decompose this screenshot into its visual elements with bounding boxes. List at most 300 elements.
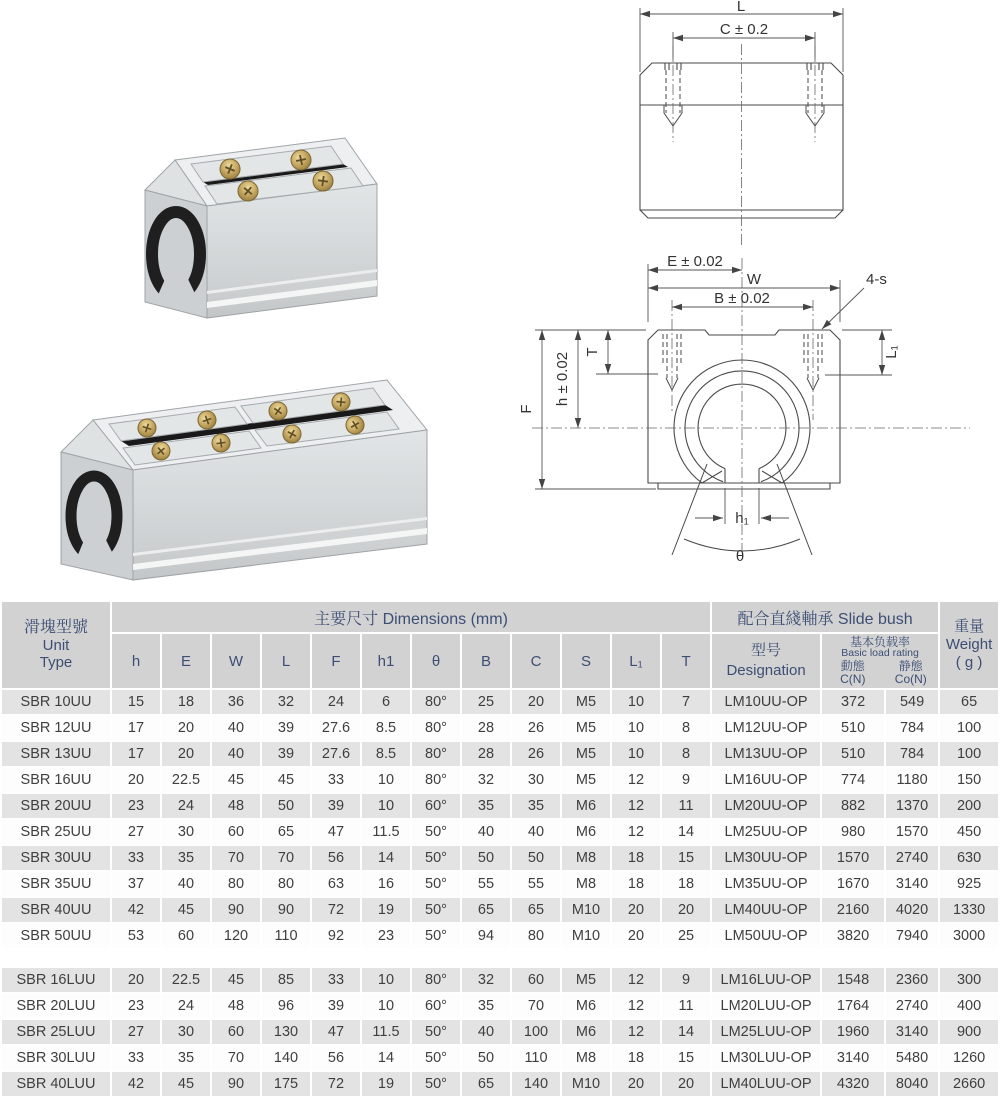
value-cell: M5 xyxy=(562,690,610,714)
unit-type-cell: SBR 30UU xyxy=(2,846,110,870)
value-cell: 10 xyxy=(362,994,410,1018)
value-cell: 6 xyxy=(362,690,410,714)
value-cell: 47 xyxy=(312,1020,360,1044)
value-cell: M6 xyxy=(562,1020,610,1044)
value-cell: 25 xyxy=(462,690,510,714)
spec-table xyxy=(0,600,1000,1098)
value-cell: 22.5 xyxy=(162,768,210,792)
value-cell: M6 xyxy=(562,794,610,818)
value-cell: 26 xyxy=(512,742,560,766)
value-cell: 20 xyxy=(612,898,660,922)
value-cell: 630 xyxy=(940,846,998,870)
product-photo-long-block xyxy=(35,318,465,588)
dim-label-L: L xyxy=(736,0,746,15)
value-cell: LM35UU-OP xyxy=(712,872,820,896)
dim-label-C: C ± 0.2 xyxy=(719,21,769,38)
value-cell: 100 xyxy=(512,1020,560,1044)
value-cell: 8.5 xyxy=(362,716,410,740)
value-cell: 3140 xyxy=(822,1046,884,1070)
unit-type-cell: SBR 20LUU xyxy=(2,994,110,1018)
value-cell: 39 xyxy=(312,794,360,818)
value-cell: 17 xyxy=(112,742,160,766)
value-cell: 96 xyxy=(262,994,310,1018)
value-cell: 10 xyxy=(612,742,660,766)
unit-type-cell: SBR 30LUU xyxy=(2,1046,110,1070)
value-cell: M8 xyxy=(562,1046,610,1070)
value-cell: 50° xyxy=(412,898,460,922)
value-cell: 24 xyxy=(162,994,210,1018)
unit-type-cell: SBR 13UU xyxy=(2,742,110,766)
value-cell: 50 xyxy=(462,846,510,870)
value-cell: 14 xyxy=(662,820,710,844)
value-cell: 60 xyxy=(212,1020,260,1044)
dim-label-4s: 4-s xyxy=(866,271,887,288)
value-cell: 63 xyxy=(312,872,360,896)
dim-label-theta: θ xyxy=(735,548,745,565)
value-cell: 27 xyxy=(112,1020,160,1044)
value-cell: 45 xyxy=(212,768,260,792)
value-cell: 90 xyxy=(262,898,310,922)
value-cell: 40 xyxy=(512,820,560,844)
dim-col-header-F: F xyxy=(312,634,360,688)
value-cell: 1960 xyxy=(822,1020,884,1044)
value-cell: 12 xyxy=(612,794,660,818)
value-cell: 12 xyxy=(612,994,660,1018)
value-cell: 8.5 xyxy=(362,742,410,766)
value-cell: 40 xyxy=(462,1020,510,1044)
value-cell: M5 xyxy=(562,968,610,992)
table-row xyxy=(2,716,998,740)
value-cell: M8 xyxy=(562,846,610,870)
value-cell: 26 xyxy=(512,716,560,740)
dimensions-group-header: 主要尺寸 Dimensions (mm) xyxy=(112,602,710,632)
value-cell: 28 xyxy=(462,716,510,740)
value-cell: M10 xyxy=(562,1072,610,1096)
dim-col-header-L: L xyxy=(262,634,310,688)
value-cell: 372 xyxy=(822,690,884,714)
technical-drawing-side-view xyxy=(570,0,870,250)
value-cell: 20 xyxy=(162,742,210,766)
value-cell: 28 xyxy=(462,742,510,766)
value-cell: 980 xyxy=(822,820,884,844)
value-cell: 400 xyxy=(940,994,998,1018)
value-cell: 42 xyxy=(112,898,160,922)
value-cell: 2160 xyxy=(822,898,884,922)
value-cell: 72 xyxy=(312,898,360,922)
value-cell: 33 xyxy=(112,846,160,870)
value-cell: 130 xyxy=(262,1020,310,1044)
value-cell: 42 xyxy=(112,1072,160,1096)
value-cell: 80° xyxy=(412,968,460,992)
value-cell: 45 xyxy=(162,1072,210,1096)
value-cell: 2360 xyxy=(886,968,938,992)
value-cell: 10 xyxy=(362,968,410,992)
value-cell: 65 xyxy=(462,1072,510,1096)
table-row xyxy=(2,846,998,870)
dim-col-header-h: h xyxy=(112,634,160,688)
unit-type-cell: SBR 20UU xyxy=(2,794,110,818)
value-cell: 60 xyxy=(212,820,260,844)
table-row xyxy=(2,820,998,844)
value-cell: 20 xyxy=(612,1072,660,1096)
value-cell: 72 xyxy=(312,1072,360,1096)
value-cell: 35 xyxy=(162,846,210,870)
value-cell: M10 xyxy=(562,898,610,922)
table-row xyxy=(2,924,998,948)
value-cell: 20 xyxy=(512,690,560,714)
value-cell: 50 xyxy=(512,846,560,870)
value-cell: 70 xyxy=(512,994,560,1018)
load-rating-en: Basic load rating xyxy=(841,647,919,660)
static-load-header: 静態 Co(N) xyxy=(894,659,927,687)
product-photo-short-block xyxy=(105,62,405,332)
value-cell: 45 xyxy=(262,768,310,792)
value-cell: 140 xyxy=(262,1046,310,1070)
unit-type-cell: SBR 16UU xyxy=(2,768,110,792)
value-cell: M5 xyxy=(562,716,610,740)
value-cell: LM50UU-OP xyxy=(712,924,820,948)
value-cell: 50° xyxy=(412,924,460,948)
centerlines xyxy=(673,44,815,248)
unit-type-en2: Type xyxy=(39,654,73,672)
weight-header xyxy=(940,602,998,688)
dim-col-header-h1: h1 xyxy=(362,634,410,688)
value-cell: 50° xyxy=(412,1046,460,1070)
value-cell: 200 xyxy=(940,794,998,818)
value-cell: 18 xyxy=(612,1046,660,1070)
value-cell: 20 xyxy=(112,968,160,992)
value-cell: 30 xyxy=(162,1020,210,1044)
value-cell: 150 xyxy=(940,768,998,792)
value-cell: 35 xyxy=(512,794,560,818)
value-cell: 50 xyxy=(462,1046,510,1070)
value-cell: 882 xyxy=(822,794,884,818)
value-cell: 14 xyxy=(662,1020,710,1044)
value-cell: 784 xyxy=(886,716,938,740)
unit-type-cell: SBR 12UU xyxy=(2,716,110,740)
value-cell: 25 xyxy=(662,924,710,948)
section-gap xyxy=(2,950,998,966)
value-cell: 1260 xyxy=(940,1046,998,1070)
value-cell: 11 xyxy=(662,794,710,818)
value-cell: 56 xyxy=(312,1046,360,1070)
value-cell: 4320 xyxy=(822,1072,884,1096)
value-cell: 18 xyxy=(612,872,660,896)
value-cell: 30 xyxy=(162,820,210,844)
value-cell: 70 xyxy=(212,846,260,870)
dim-col-header-E: E xyxy=(162,634,210,688)
value-cell: 39 xyxy=(262,716,310,740)
value-cell: 19 xyxy=(362,1072,410,1096)
value-cell: 8 xyxy=(662,716,710,740)
value-cell: 20 xyxy=(112,768,160,792)
value-cell: 24 xyxy=(312,690,360,714)
value-cell: LM40LUU-OP xyxy=(712,1072,820,1096)
value-cell: 175 xyxy=(262,1072,310,1096)
table-row xyxy=(2,898,998,922)
value-cell: 20 xyxy=(612,924,660,948)
value-cell: 19 xyxy=(362,898,410,922)
dim-col-header-L₁: L₁ xyxy=(612,634,660,688)
value-cell: 5480 xyxy=(886,1046,938,1070)
designation-en: Designation xyxy=(726,662,806,679)
unit-type-en1: Unit xyxy=(42,636,70,654)
value-cell: 11 xyxy=(662,994,710,1018)
value-cell: 14 xyxy=(362,1046,410,1070)
spec-table-body xyxy=(2,690,998,1096)
section-gap-cell xyxy=(2,950,998,966)
value-cell: 85 xyxy=(262,968,310,992)
weight-zh: 重量 xyxy=(954,618,985,635)
value-cell: 65 xyxy=(512,898,560,922)
value-cell: 110 xyxy=(262,924,310,948)
value-cell: 40 xyxy=(162,872,210,896)
value-cell: 55 xyxy=(462,872,510,896)
value-cell: 24 xyxy=(162,794,210,818)
dim-label-W: W xyxy=(746,271,762,288)
value-cell: 11.5 xyxy=(362,820,410,844)
value-cell: 15 xyxy=(662,1046,710,1070)
dim-col-header-W: W xyxy=(212,634,260,688)
value-cell: 14 xyxy=(362,846,410,870)
value-cell: 784 xyxy=(886,742,938,766)
value-cell: 80° xyxy=(412,768,460,792)
value-cell: M5 xyxy=(562,742,610,766)
dim-col-header-S: S xyxy=(562,634,610,688)
dim-col-header-C: C xyxy=(512,634,560,688)
value-cell: 50° xyxy=(412,872,460,896)
unit-type-cell: SBR 50UU xyxy=(2,924,110,948)
value-cell: 15 xyxy=(662,846,710,870)
value-cell: 10 xyxy=(612,690,660,714)
value-cell: LM25UU-OP xyxy=(712,820,820,844)
value-cell: 65 xyxy=(262,820,310,844)
value-cell: 50° xyxy=(412,1072,460,1096)
value-cell: 20 xyxy=(662,1072,710,1096)
dim-label-F: F xyxy=(518,404,535,414)
unit-type-cell: SBR 25UU xyxy=(2,820,110,844)
value-cell: 300 xyxy=(940,968,998,992)
value-cell: LM40UU-OP xyxy=(712,898,820,922)
value-cell: 12 xyxy=(612,768,660,792)
value-cell: 12 xyxy=(612,1020,660,1044)
value-cell: 4020 xyxy=(886,898,938,922)
value-cell: 15 xyxy=(112,690,160,714)
value-cell: 110 xyxy=(512,1046,560,1070)
value-cell: 33 xyxy=(112,1046,160,1070)
value-cell: 80 xyxy=(262,872,310,896)
unit-type-cell: SBR 40LUU xyxy=(2,1072,110,1096)
table-row xyxy=(2,872,998,896)
value-cell: 80 xyxy=(212,872,260,896)
value-cell: 40 xyxy=(212,716,260,740)
screw-tips xyxy=(664,105,824,126)
table-row xyxy=(2,768,998,792)
value-cell: 33 xyxy=(312,768,360,792)
value-cell: 3140 xyxy=(886,1020,938,1044)
unit-type-cell: SBR 10UU xyxy=(2,690,110,714)
value-cell: 3000 xyxy=(940,924,998,948)
value-cell: 40 xyxy=(462,820,510,844)
value-cell: 1180 xyxy=(886,768,938,792)
value-cell: 23 xyxy=(112,994,160,1018)
value-cell: LM10UU-OP xyxy=(712,690,820,714)
value-cell: 60 xyxy=(162,924,210,948)
value-cell: 48 xyxy=(212,794,260,818)
value-cell: 32 xyxy=(462,968,510,992)
value-cell: 70 xyxy=(212,1046,260,1070)
value-cell: 20 xyxy=(662,898,710,922)
value-cell: 549 xyxy=(886,690,938,714)
value-cell: 45 xyxy=(162,898,210,922)
value-cell: 17 xyxy=(112,716,160,740)
value-cell: 140 xyxy=(512,1072,560,1096)
value-cell: 18 xyxy=(612,846,660,870)
value-cell: 60 xyxy=(512,968,560,992)
unit-type-cell: SBR 16LUU xyxy=(2,968,110,992)
value-cell: 80 xyxy=(512,924,560,948)
value-cell: 10 xyxy=(362,794,410,818)
dim-col-header-θ: θ xyxy=(412,634,460,688)
value-cell: 80° xyxy=(412,742,460,766)
value-cell: 90 xyxy=(212,1072,260,1096)
value-cell: 3820 xyxy=(822,924,884,948)
value-cell: 65 xyxy=(940,690,998,714)
value-cell: 1570 xyxy=(886,820,938,844)
value-cell: 22.5 xyxy=(162,968,210,992)
value-cell: 774 xyxy=(822,768,884,792)
unit-type-cell: SBR 40UU xyxy=(2,898,110,922)
load-rating-header xyxy=(822,634,938,688)
value-cell: 16 xyxy=(362,872,410,896)
value-cell: 18 xyxy=(662,872,710,896)
value-cell: LM16LUU-OP xyxy=(712,968,820,992)
value-cell: 120 xyxy=(212,924,260,948)
value-cell: 33 xyxy=(312,968,360,992)
screw-hole-hidden-lines xyxy=(666,70,822,113)
value-cell: M5 xyxy=(562,768,610,792)
designation-zh: 型号 xyxy=(751,641,782,659)
value-cell: 2740 xyxy=(886,846,938,870)
value-cell: 94 xyxy=(462,924,510,948)
dim-col-header-B: B xyxy=(462,634,510,688)
value-cell: 47 xyxy=(312,820,360,844)
group-header-row xyxy=(2,602,998,632)
value-cell: 53 xyxy=(112,924,160,948)
dim-label-B: B ± 0.02 xyxy=(714,290,770,307)
unit-type-header xyxy=(2,602,110,688)
value-cell: LM20LUU-OP xyxy=(712,994,820,1018)
value-cell: LM20UU-OP xyxy=(712,794,820,818)
value-cell: LM30UU-OP xyxy=(712,846,820,870)
value-cell: 70 xyxy=(262,846,310,870)
value-cell: 55 xyxy=(512,872,560,896)
value-cell: LM25LUU-OP xyxy=(712,1020,820,1044)
value-cell: 9 xyxy=(662,768,710,792)
value-cell: 8040 xyxy=(886,1072,938,1096)
value-cell: 1570 xyxy=(822,846,884,870)
value-cell: 27 xyxy=(112,820,160,844)
value-cell: 2660 xyxy=(940,1072,998,1096)
value-cell: 60° xyxy=(412,994,460,1018)
value-cell: 45 xyxy=(212,968,260,992)
value-cell: M10 xyxy=(562,924,610,948)
value-cell: 50° xyxy=(412,846,460,870)
table-row xyxy=(2,690,998,714)
value-cell: 36 xyxy=(212,690,260,714)
load-rating-zh: 基本负载率 xyxy=(850,634,911,649)
sub-header-row xyxy=(2,634,998,688)
value-cell: 510 xyxy=(822,742,884,766)
value-cell: 925 xyxy=(940,872,998,896)
value-cell: 50 xyxy=(262,794,310,818)
value-cell: 10 xyxy=(362,768,410,792)
technical-drawing-front-view xyxy=(490,252,1000,600)
value-cell: 39 xyxy=(262,742,310,766)
table-row xyxy=(2,794,998,818)
value-cell: 32 xyxy=(462,768,510,792)
value-cell: 35 xyxy=(462,794,510,818)
value-cell: 7 xyxy=(662,690,710,714)
value-cell: 23 xyxy=(362,924,410,948)
dynamic-load-header: 動態 C(N) xyxy=(840,659,866,687)
weight-en: Weight xyxy=(945,636,993,653)
dimension-lines xyxy=(640,8,843,72)
value-cell: 60° xyxy=(412,794,460,818)
value-cell: 90 xyxy=(212,898,260,922)
value-cell: 56 xyxy=(312,846,360,870)
value-cell: 27.6 xyxy=(312,742,360,766)
designation-header xyxy=(712,634,820,688)
value-cell: M6 xyxy=(562,820,610,844)
value-cell: 50° xyxy=(412,820,460,844)
value-cell: 510 xyxy=(822,716,884,740)
value-cell: 30 xyxy=(512,768,560,792)
dim-label-T: T xyxy=(584,347,601,357)
unit-type-zh: 滑塊型號 xyxy=(23,618,88,636)
value-cell: 8 xyxy=(662,742,710,766)
value-cell: 23 xyxy=(112,794,160,818)
value-cell: 12 xyxy=(612,820,660,844)
dim-label-h: h ± 0.02 xyxy=(554,351,571,407)
table-row xyxy=(2,994,998,1018)
table-row xyxy=(2,1020,998,1044)
unit-type-cell: SBR 35UU xyxy=(2,872,110,896)
value-cell: 39 xyxy=(312,994,360,1018)
value-cell: 7940 xyxy=(886,924,938,948)
value-cell: 9 xyxy=(662,968,710,992)
value-cell: 1764 xyxy=(822,994,884,1018)
weight-unit: ( g ) xyxy=(955,654,983,671)
value-cell: 35 xyxy=(462,994,510,1018)
value-cell: 12 xyxy=(612,968,660,992)
value-cell: 37 xyxy=(112,872,160,896)
value-cell: M6 xyxy=(562,994,610,1018)
table-row xyxy=(2,742,998,766)
value-cell: 1370 xyxy=(886,794,938,818)
value-cell: 18 xyxy=(162,690,210,714)
value-cell: LM30LUU-OP xyxy=(712,1046,820,1070)
value-cell: 80° xyxy=(412,716,460,740)
value-cell: 1330 xyxy=(940,898,998,922)
dim-label-E: E ± 0.02 xyxy=(667,253,723,270)
value-cell: LM16UU-OP xyxy=(712,768,820,792)
dim-label-L1: L₁ xyxy=(883,345,900,359)
value-cell: 50° xyxy=(412,1020,460,1044)
value-cell: 1548 xyxy=(822,968,884,992)
value-cell: LM12UU-OP xyxy=(712,716,820,740)
value-cell: 27.6 xyxy=(312,716,360,740)
